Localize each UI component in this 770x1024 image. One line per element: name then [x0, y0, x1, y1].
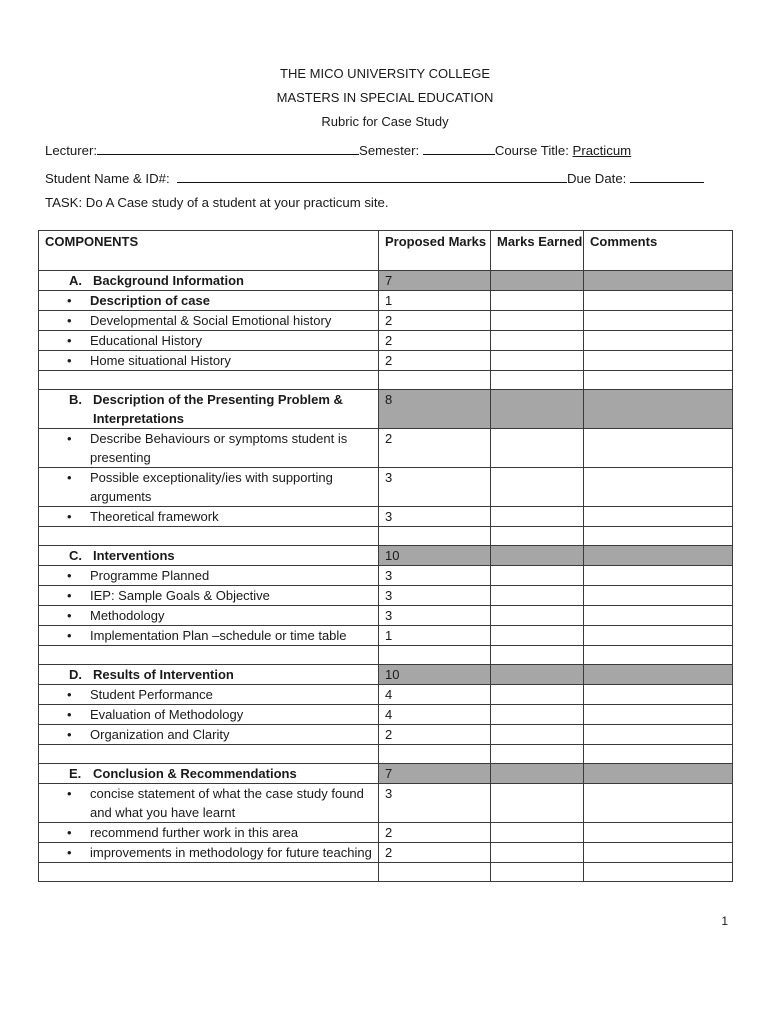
item-entry: [45, 351, 378, 370]
section-cell: [39, 271, 379, 291]
section-marks: 7: [379, 764, 491, 784]
item-marks: 4: [379, 685, 491, 705]
lecturer-field[interactable]: [97, 141, 359, 155]
item-earned-cell[interactable]: [491, 311, 584, 331]
semester-field[interactable]: [423, 141, 495, 155]
empty-cell: [39, 371, 379, 390]
item-marks: 3: [379, 586, 491, 606]
item-row: [39, 586, 733, 606]
spacer-row: [39, 646, 733, 665]
item-entry: [45, 843, 378, 862]
section-row: [39, 271, 733, 291]
empty-cell: [39, 646, 379, 665]
item-text: Possible exceptionality/ies with supporting arguments: [90, 470, 333, 504]
empty-cell: [491, 745, 584, 764]
item-marks: 2: [379, 725, 491, 745]
task-statement: TASK: Do A Case study of a student at your practicum site.: [45, 195, 389, 210]
header-components: COMPONENTS: [39, 231, 379, 271]
item-earned-cell[interactable]: [491, 626, 584, 646]
item-row: [39, 685, 733, 705]
semester-label: Semester:: [359, 143, 420, 158]
section-cell: [39, 764, 379, 784]
bullet-icon: •: [67, 825, 72, 840]
section-heading: [45, 546, 378, 565]
item-comments-cell[interactable]: [584, 784, 733, 823]
due-date-label: Due Date:: [566, 171, 627, 186]
item-marks: 2: [379, 429, 491, 468]
item-cell: [39, 429, 379, 468]
item-entry: [45, 784, 378, 822]
section-cell: [39, 665, 379, 685]
item-cell: [39, 586, 379, 606]
item-comments-cell[interactable]: [584, 725, 733, 745]
item-cell: [39, 725, 379, 745]
item-row: [39, 725, 733, 745]
lecturer-semester-line: [45, 141, 631, 158]
item-earned-cell[interactable]: [491, 823, 584, 843]
bullet-icon: •: [67, 333, 72, 348]
item-entry: [45, 705, 378, 724]
item-text: Educational History: [90, 333, 202, 348]
bullet-icon: •: [67, 727, 72, 742]
section-marks: 10: [379, 665, 491, 685]
item-earned-cell[interactable]: [491, 468, 584, 507]
item-cell: [39, 606, 379, 626]
empty-cell: [491, 863, 584, 882]
section-heading: [45, 665, 378, 684]
item-entry: [45, 586, 378, 605]
section-letter: C.: [69, 548, 82, 563]
section-letter: A.: [69, 273, 82, 288]
item-cell: [39, 705, 379, 725]
section-letter: B.: [69, 392, 82, 407]
spacer-row: [39, 745, 733, 764]
item-comments-cell[interactable]: [584, 507, 733, 527]
item-earned-cell[interactable]: [491, 725, 584, 745]
section-row: [39, 390, 733, 429]
item-entry: [45, 685, 378, 704]
empty-cell: [491, 646, 584, 665]
item-comments-cell[interactable]: [584, 823, 733, 843]
item-marks: 2: [379, 311, 491, 331]
item-cell: [39, 566, 379, 586]
empty-cell: [491, 527, 584, 546]
item-text: Evaluation of Methodology: [90, 707, 244, 722]
item-cell: [39, 291, 379, 311]
item-row: [39, 823, 733, 843]
bullet-icon: •: [67, 707, 72, 722]
empty-cell: [379, 527, 491, 546]
item-text: improvements in methodology for future teaching: [90, 845, 372, 860]
item-row: [39, 507, 733, 527]
section-earned-cell[interactable]: [491, 546, 584, 566]
section-cell: [39, 546, 379, 566]
section-heading: [45, 764, 378, 783]
section-marks: 7: [379, 271, 491, 291]
section-marks: 8: [379, 390, 491, 429]
item-row: [39, 843, 733, 863]
student-due-line: [45, 169, 704, 186]
empty-cell: [39, 863, 379, 882]
item-earned-cell[interactable]: [491, 429, 584, 468]
item-text: Describe Behaviours or symptoms student is presenting: [90, 431, 348, 465]
section-letter: E.: [69, 766, 82, 781]
item-marks: 3: [379, 507, 491, 527]
item-row: [39, 351, 733, 371]
item-text: Organization and Clarity: [90, 727, 230, 742]
item-earned-cell[interactable]: [491, 331, 584, 351]
college-name: THE MICO UNIVERSITY COLLEGE: [280, 66, 490, 81]
item-marks: 4: [379, 705, 491, 725]
item-entry: [45, 507, 378, 526]
item-row: [39, 331, 733, 351]
section-comments-cell[interactable]: [584, 764, 733, 784]
section-title: Interventions: [93, 548, 175, 563]
item-row: [39, 606, 733, 626]
item-earned-cell[interactable]: [491, 685, 584, 705]
item-marks: 2: [379, 823, 491, 843]
section-earned-cell[interactable]: [491, 665, 584, 685]
spacer-row: [39, 863, 733, 882]
section-title: Results of Intervention: [93, 667, 234, 682]
course-title-value: Practicum: [572, 143, 632, 158]
item-row: [39, 705, 733, 725]
bullet-icon: •: [67, 568, 72, 583]
bullet-icon: •: [67, 313, 72, 328]
item-marks: 3: [379, 784, 491, 823]
item-cell: [39, 311, 379, 331]
section-title: Description of the Presenting Problem & Interpretations: [93, 392, 343, 426]
item-text: Implementation Plan –schedule or time table: [90, 628, 347, 643]
item-row: [39, 311, 733, 331]
bullet-icon: •: [67, 786, 72, 801]
item-cell: [39, 351, 379, 371]
item-text: Methodology: [90, 608, 165, 623]
item-row: [39, 566, 733, 586]
item-earned-cell[interactable]: [491, 291, 584, 311]
item-comments-cell[interactable]: [584, 566, 733, 586]
empty-cell: [379, 745, 491, 764]
item-comments-cell[interactable]: [584, 705, 733, 725]
item-marks: 1: [379, 291, 491, 311]
student-field[interactable]: [177, 169, 567, 183]
item-comments-cell[interactable]: [584, 468, 733, 507]
section-earned-cell[interactable]: [491, 390, 584, 429]
section-comments-cell[interactable]: [584, 271, 733, 291]
section-row: [39, 546, 733, 566]
item-comments-cell[interactable]: [584, 311, 733, 331]
empty-cell: [39, 745, 379, 764]
item-cell: [39, 331, 379, 351]
bullet-icon: •: [67, 293, 72, 308]
item-earned-cell[interactable]: [491, 606, 584, 626]
item-earned-cell[interactable]: [491, 351, 584, 371]
item-entry: [45, 429, 378, 467]
item-marks: 3: [379, 468, 491, 507]
item-text: Programme Planned: [90, 568, 210, 583]
section-row: [39, 764, 733, 784]
item-comments-cell[interactable]: [584, 429, 733, 468]
section-heading: [45, 390, 378, 428]
item-marks: 1: [379, 626, 491, 646]
section-title: Conclusion & Recommendations: [93, 766, 297, 781]
section-cell: [39, 390, 379, 429]
bullet-icon: •: [67, 431, 72, 446]
item-cell: [39, 626, 379, 646]
item-row: [39, 429, 733, 468]
empty-cell: [584, 371, 733, 390]
section-letter: D.: [69, 667, 82, 682]
header-proposed-marks: Proposed Marks: [379, 231, 491, 271]
section-marks: 10: [379, 546, 491, 566]
item-cell: [39, 507, 379, 527]
section-earned-cell[interactable]: [491, 271, 584, 291]
item-entry: [45, 566, 378, 585]
item-row: [39, 784, 733, 823]
document-title: Rubric for Case Study: [321, 114, 449, 129]
item-entry: [45, 823, 378, 842]
item-cell: [39, 843, 379, 863]
spacer-row: [39, 371, 733, 390]
empty-cell: [379, 863, 491, 882]
item-entry: [45, 626, 378, 645]
section-comments-cell[interactable]: [584, 546, 733, 566]
bullet-icon: •: [67, 353, 72, 368]
section-row: [39, 665, 733, 685]
empty-cell: [39, 527, 379, 546]
item-comments-cell[interactable]: [584, 291, 733, 311]
bullet-icon: •: [67, 687, 72, 702]
bullet-icon: •: [67, 509, 72, 524]
rubric-table: [38, 230, 733, 882]
section-title: Background Information: [93, 273, 244, 288]
item-entry: [45, 331, 378, 350]
due-date-field[interactable]: [630, 169, 704, 183]
item-cell: [39, 823, 379, 843]
empty-cell: [584, 646, 733, 665]
item-text: Description of case: [90, 293, 210, 308]
empty-cell: [379, 646, 491, 665]
bullet-icon: •: [67, 470, 72, 485]
bullet-icon: •: [67, 845, 72, 860]
empty-cell: [491, 371, 584, 390]
item-earned-cell[interactable]: [491, 507, 584, 527]
item-comments-cell[interactable]: [584, 685, 733, 705]
section-comments-cell[interactable]: [584, 390, 733, 429]
item-entry: [45, 291, 378, 310]
item-cell: [39, 784, 379, 823]
item-marks: 3: [379, 566, 491, 586]
item-comments-cell[interactable]: [584, 351, 733, 371]
item-comments-cell[interactable]: [584, 586, 733, 606]
item-entry: [45, 725, 378, 744]
item-marks: 2: [379, 351, 491, 371]
item-earned-cell[interactable]: [491, 784, 584, 823]
section-comments-cell[interactable]: [584, 665, 733, 685]
item-earned-cell[interactable]: [491, 843, 584, 863]
item-text: Theoretical framework: [90, 509, 219, 524]
item-cell: [39, 685, 379, 705]
item-row: [39, 468, 733, 507]
item-marks: 3: [379, 606, 491, 626]
empty-cell: [584, 745, 733, 764]
empty-cell: [584, 863, 733, 882]
item-entry: [45, 311, 378, 330]
header-marks-earned: Marks Earned: [491, 231, 584, 271]
student-label: Student Name & ID#:: [45, 171, 170, 186]
item-comments-cell[interactable]: [584, 331, 733, 351]
page-number: 1: [721, 914, 728, 928]
item-earned-cell[interactable]: [491, 586, 584, 606]
lecturer-label: Lecturer:: [45, 143, 98, 158]
item-entry: [45, 468, 378, 506]
item-text: recommend further work in this area: [90, 825, 299, 840]
spacer-row: [39, 527, 733, 546]
item-text: Developmental & Social Emotional history: [90, 313, 332, 328]
section-earned-cell[interactable]: [491, 764, 584, 784]
item-text: concise statement of what the case study found and what you have learnt: [90, 786, 364, 820]
bullet-icon: •: [67, 628, 72, 643]
item-comments-cell[interactable]: [584, 843, 733, 863]
item-row: [39, 626, 733, 646]
item-row: [39, 291, 733, 311]
item-cell: [39, 468, 379, 507]
item-marks: 2: [379, 843, 491, 863]
item-comments-cell[interactable]: [584, 626, 733, 646]
item-earned-cell[interactable]: [491, 705, 584, 725]
item-marks: 2: [379, 331, 491, 351]
bullet-icon: •: [67, 588, 72, 603]
section-heading: [45, 271, 378, 290]
bullet-icon: •: [67, 608, 72, 623]
header-comments: Comments: [584, 231, 733, 271]
empty-cell: [379, 371, 491, 390]
table-header-row: [39, 231, 733, 271]
item-comments-cell[interactable]: [584, 606, 733, 626]
item-text: IEP: Sample Goals & Objective: [90, 588, 270, 603]
empty-cell: [584, 527, 733, 546]
course-title-label: Course Title:: [494, 143, 569, 158]
programme-name: MASTERS IN SPECIAL EDUCATION: [276, 90, 494, 105]
item-text: Home situational History: [90, 353, 231, 368]
item-text: Student Performance: [90, 687, 213, 702]
item-earned-cell[interactable]: [491, 566, 584, 586]
item-entry: [45, 606, 378, 625]
